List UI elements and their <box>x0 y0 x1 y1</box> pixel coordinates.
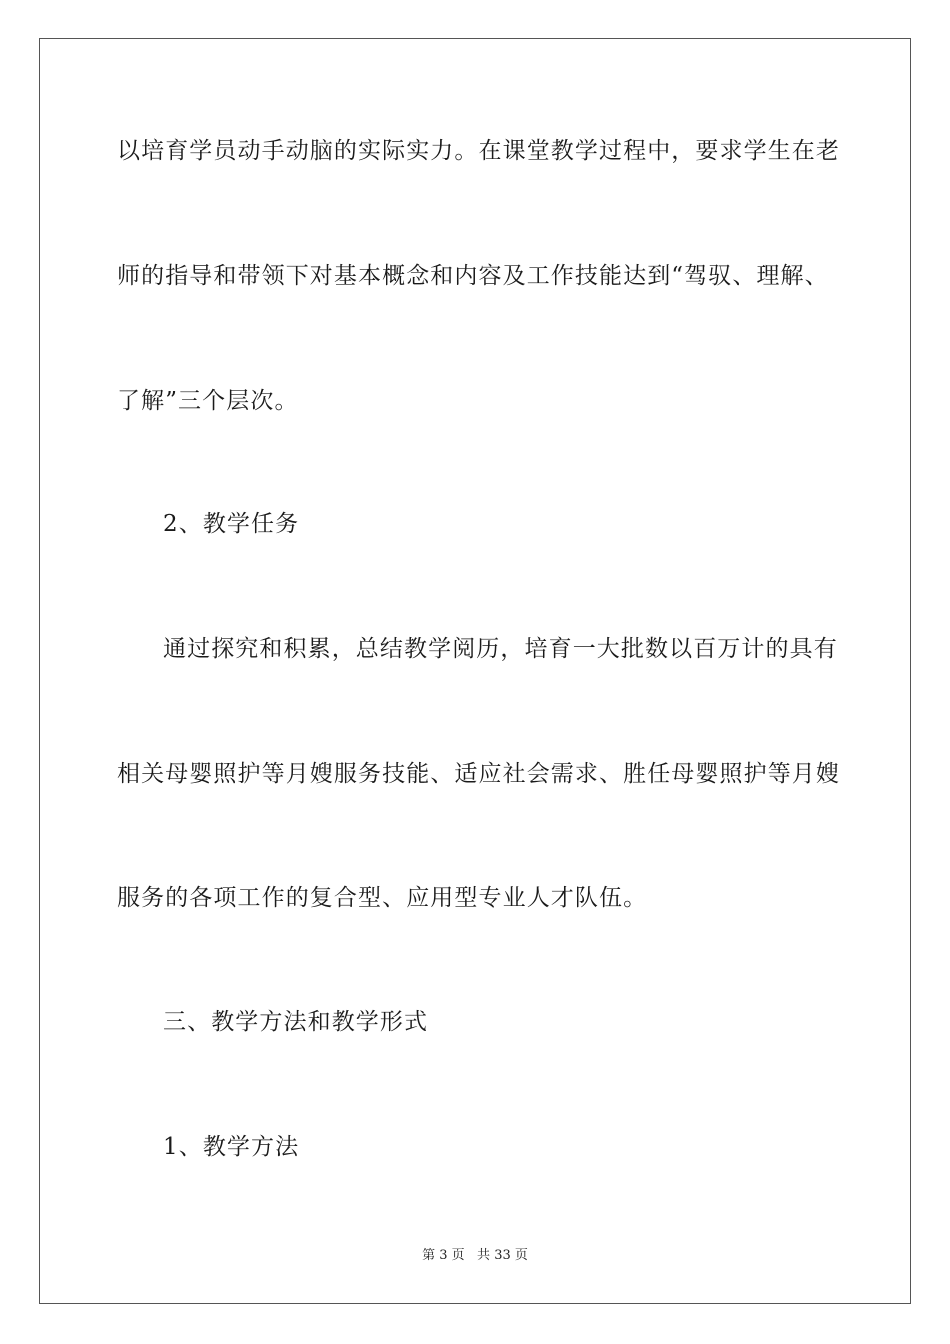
section-heading: 1、教学方法 <box>163 1134 300 1160</box>
section-heading: 三、教学方法和教学形式 <box>163 1009 429 1035</box>
body-line: 相关母婴照护等月嫂服务技能、适应社会需求、胜任母婴照护等月嫂 <box>117 761 840 787</box>
page-number-footer: 第 3 页 共 33 页 <box>422 1248 528 1263</box>
body-line: 师的指导和带领下对基本概念和内容及工作技能达到“驾驭、理解、 <box>117 263 829 289</box>
body-line: 了解”三个层次。 <box>117 388 299 414</box>
section-heading: 2、教学任务 <box>163 511 300 537</box>
page-frame <box>39 38 911 1304</box>
body-line: 通过探究和积累，总结教学阅历，培育一大批数以百万计的具有 <box>163 636 838 662</box>
body-line: 服务的各项工作的复合型、应用型专业人才队伍。 <box>117 885 648 911</box>
body-line: 以培育学员动手动脑的实际实力。在课堂教学过程中，要求学生在老 <box>117 138 840 164</box>
